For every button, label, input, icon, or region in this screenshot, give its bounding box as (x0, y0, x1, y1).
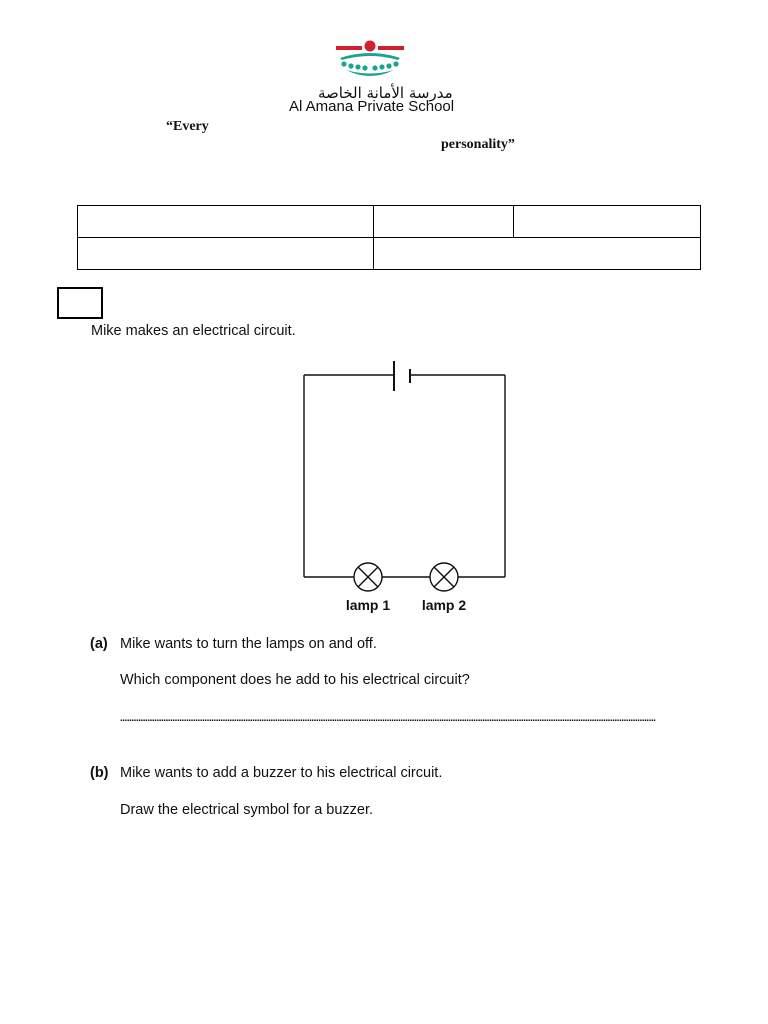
school-logo (330, 40, 410, 84)
part-b-line-2: Draw the electrical symbol for a buzzer. (120, 802, 374, 818)
lamp-1-label: lamp 1 (345, 597, 391, 613)
question-intro: Mike makes an electrical circuit. (91, 323, 296, 339)
part-a-line-1: Mike wants to turn the lamps on and off. (120, 636, 377, 652)
part-a-line-2: Which component does he add to his electrical circuit? (120, 672, 470, 688)
info-cell-date[interactable] (514, 206, 701, 238)
motto-part-2: personality” (441, 137, 515, 152)
lamp-1-symbol (354, 563, 382, 591)
info-cell-teacher[interactable] (374, 238, 701, 270)
part-a-answer-line[interactable]: ........................................................................................................................................................................................................................................... (120, 715, 656, 723)
motto-part-1: “Every (166, 119, 209, 134)
student-info-table (77, 205, 701, 270)
table-row (78, 206, 701, 238)
question-number-box[interactable] (57, 287, 103, 319)
school-name-arabic: مدرسة الأمانة الخاصة (318, 84, 453, 102)
part-b-line-1: Mike wants to add a buzzer to his electrical circuit. (120, 765, 443, 781)
info-cell-class[interactable] (374, 206, 514, 238)
info-cell-name[interactable] (78, 206, 374, 238)
info-cell-subject[interactable] (78, 238, 374, 270)
part-a-label: (a) (90, 636, 108, 652)
lamp-2-symbol (430, 563, 458, 591)
table-row (78, 238, 701, 270)
circuit-diagram (290, 352, 520, 617)
school-name-english: Al Amana Private School (289, 98, 455, 115)
part-b-label: (b) (90, 765, 109, 781)
lamp-2-label: lamp 2 (421, 597, 467, 613)
